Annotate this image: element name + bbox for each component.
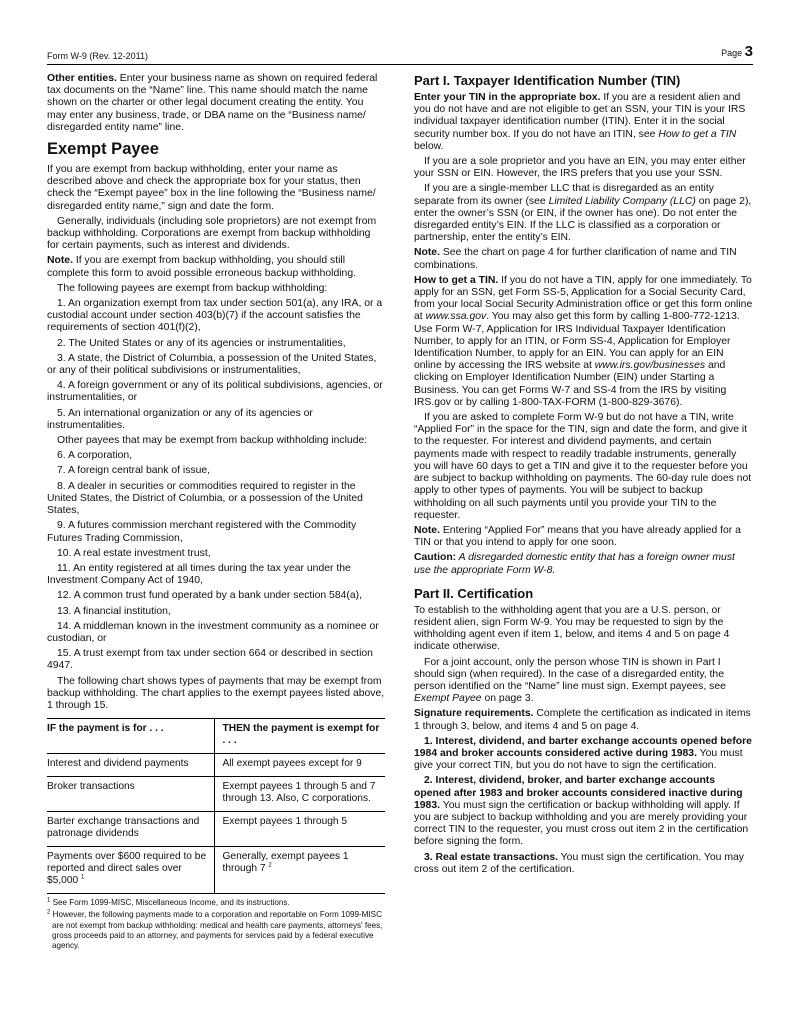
note-applied-paragraph: Note. Entering “Applied For” means that you have already applied for a TIN or that you intend to apply for one soon. [414, 524, 741, 549]
table-header-cell: IF the payment is for . . . [47, 719, 214, 754]
exempt-item: 11. An entity registered at all times during the tax year under the Investment Company Act of 1940, [47, 562, 351, 587]
left-column [47, 73, 385, 953]
table-cell: Exempt payees 1 through 5 [214, 812, 385, 847]
exempt-item: 8. A dealer in securities or commodities required to register in the United States, the District of Columbia, or a possession of the United States, [47, 480, 363, 517]
llc-paragraph: If you are a single-member LLC that is disregarded as an entity separate from its owner (see Limited Liability Company (LLC) on page 2), enter the owner’s SSN (or EIN, if the owner has one). Do not enter the disregarded entity’s EIN. If the LLC is classified as a corporation or partnership, enter the entity’s EIN. [414, 183, 752, 244]
table-cell: Exempt payees 1 through 5 and 7 through 13. Also, C corporations. [214, 777, 385, 812]
exempt-item: 10. A real estate investment trust, [57, 547, 211, 559]
right-column [414, 73, 753, 879]
exempt-item: 3. A state, the District of Columbia, a possession of the United States, or any of their political subdivisions or instrumentalities, [47, 352, 377, 377]
certification-paragraph-2: For a joint account, only the person whose TIN is shown in Part I should sign (when required). In the case of a disregarded entity, the person identified on the “Name” line must sign. Exempt payees, see Exempt Payee on page 3. [414, 656, 726, 705]
exempt-item: 2. The United States or any of its agencies or instrumentalities, [57, 337, 346, 349]
exempt-item: 13. A financial institution, [57, 605, 171, 617]
footnote: $^2$ However, the following payments made to a corporation and reportable on Form 1099-MISC are not exempt from backup withholding: medical and health care payments, attorneys' fees, gross proceeds paid to an attorney, and payments for services paid by a federal executive agency. [47, 909, 383, 950]
how-to-get-tin-paragraph: How to get a TIN. If you do not have a TIN, apply for one immediately. To apply for an SSN, get Form SS-5, Application for a Social Security Card, from your local Social Security Administration office or get this form online at www.ssa.gov. You may also get this form by calling 1-800-772-1213. Use Form W-7, Application for IRS Individual Taxpayer Identification Number, to apply for an ITIN, or Form SS-4, Application for Employer Identification Number, to apply for an EIN. You can apply for an EIN online by accessing the IRS website at www.irs.gov/businesses and clicking on Employer Identification Number (EIN) under Starting a Business. You can get Forms W-7 and SS-4 from the IRS by visiting IRS.gov or by calling 1-800-TAX-FORM (1-800-829-3676). [414, 274, 753, 408]
sole-proprietor-paragraph: If you are a sole proprietor and you have an EIN, you may enter either your SSN or EIN. However, the IRS prefers that you use your SSN. [414, 156, 746, 180]
table-cell: Payments over $600 required to be reported and direct sales over $5,000 $^1$ [47, 847, 214, 894]
exempt-item: 4. A foreign government or any of its political subdivisions, agencies, or instrumentalities, or [47, 380, 383, 404]
part1-heading: Part I. Taxpayer Identification Number (TIN) [414, 73, 681, 88]
chart-intro: The following chart shows types of payments that may be exempt from backup withholding. The chart applies to the exempt payees listed above, 1 through 15. [47, 675, 385, 711]
irs-url: www.irs.gov/businesses [594, 360, 706, 372]
exempt-item: 9. A futures commission merchant registered with the Commodity Futures Trading Commission, [47, 520, 357, 544]
footnote: $^1$ See Form 1099-MISC, Miscellaneous Income, and its instructions. [47, 897, 290, 908]
certification-item-1: 1. Interest, dividend, and barter exchange accounts opened before 1984 and broker accounts considered active during 1983. You must give your correct TIN, but you do not have to sign the certification. [414, 735, 752, 772]
exempt-item: 14. A middleman known in the investment community as a nominee or custodian, or [47, 620, 379, 644]
exempt-item: 5. An international organization or any of its agencies or instrumentalities. [47, 407, 313, 431]
exempt-payee-heading: Exempt Payee [47, 140, 159, 159]
other-payees-intro: Other payees that may be exempt from backup withholding include: [57, 435, 368, 447]
table-cell: Barter exchange transactions and patronage dividends [47, 812, 214, 847]
exempt-item: 6. A corporation, [57, 450, 133, 462]
ssa-url: www.ssa.gov [425, 311, 487, 323]
part2-heading: Part II. Certification [414, 585, 534, 601]
exempt-item: 7. A foreign central bank of issue, [57, 465, 211, 477]
footnotes [47, 898, 385, 951]
exempt-paragraph-1: If you are exempt from backup withholding, enter your name as described above and check the appropriate box for your status, then check the “Exempt payee” box in the line following the “Business name/ disregarded entity name,” sign and date the form. [47, 164, 376, 212]
page-number: 3 [744, 43, 753, 60]
exempt-item: 1. An organization exempt from tax under section 501(a), any IRA, or a custodial account under section 403(b)(7) if the account satisfies the requirements of section 401(f)(2), [47, 298, 383, 334]
certification-item-3: 3. Real estate transactions. You must sign the certification. You may cross out item 2 of the certification. [414, 851, 744, 875]
signature-requirements-paragraph: Signature requirements. Complete the certification as indicated in items 1 through 3, below, and items 4 and 5 on page 4. [414, 708, 751, 732]
table-row [47, 777, 385, 812]
enter-tin-paragraph: Enter your TIN in the appropriate box. If you are a resident alien and you do not have and are not eligible to get an SSN, your TIN is your IRS individual taxpayer identification number (ITIN). Enter it in the social security number box. If you do not have an ITIN, see How to get a TIN below. [414, 92, 746, 152]
table-header-cell: THEN the payment is exempt for . . . [214, 719, 385, 754]
other-entities-lead: Other entities. [47, 73, 117, 84]
table-row [47, 754, 385, 777]
footnote-ref: 2 [268, 862, 272, 869]
applied-for-paragraph: If you are asked to complete Form W-9 but do not have a TIN, write “Applied For” in the space for the TIN, sign and date the form, and give it to the requester. For interest and dividend payments, and certain payments made with respect to readily tradable instruments, generally you will have 60 days to get a TIN and give it to the requester before you are subject to backup withholding on payments. The 60-day rule does not apply to other types of payments. You will be subject to backup withholding on all such payments until you provide your TIN to the requester. [414, 412, 752, 521]
page-label: Page [721, 48, 743, 58]
certification-item-2: 2. Interest, dividend, broker, and barter exchange accounts opened after 1983 and broker accounts considered inactive during 1983. You must sign the certification or backup withholding will apply. If you are subject to backup withholding and you are merely providing your correct TIN to the requester, you must cross out item 2 in the certification before signing the form. [414, 775, 749, 848]
exempt-paragraph-2: Generally, individuals (including sole proprietors) are not exempt from backup withholding. Corporations are exempt from backup withholding for certain payments, such as interest and dividends. [47, 215, 377, 252]
exemption-table [47, 718, 385, 894]
exempt-item: 15. A trust exempt from tax under section 664 or described in section 4947. [47, 648, 373, 672]
page-indicator [721, 43, 753, 60]
caution-paragraph: Caution: A disregarded domestic entity that has a foreign owner must use the appropriate Form W-8. [414, 552, 735, 576]
table-cell: All exempt payees except for 9 [214, 754, 385, 777]
table-row [47, 847, 385, 894]
table-cell: Generally, exempt payees 1 through 7 $^2$ [214, 847, 385, 894]
certification-paragraph-1: To establish to the withholding agent that you are a U.S. person, or resident alien, sign Form W-9. You may be requested to sign by the withholding agent even if item 1, below, and items 4 and 5 on page 4 indicate otherwise. [414, 604, 730, 653]
exempt-note: Note. If you are exempt from backup withholding, you should still complete this form to avoid possible erroneous backup withholding. [47, 255, 357, 279]
table-row [47, 812, 385, 847]
other-entities-paragraph: Other entities. Enter your business name as shown on required federal tax documents on the “Name” line. This name should match the name shown on the charter or other legal document creating the entity. You may enter any business, trade, or DBA name on the “Business name/ disregarded entity name” line. [47, 73, 378, 133]
form-id: Form W-9 (Rev. 12-2011) [47, 51, 149, 61]
table-cell: Interest and dividend payments [47, 754, 214, 777]
exempt-list-intro: The following payees are exempt from backup withholding: [57, 282, 328, 294]
table-cell: Broker transactions [47, 777, 214, 812]
exempt-item: 12. A common trust fund operated by a bank under section 584(a), [57, 590, 362, 602]
table-header-row [47, 719, 385, 754]
footnote-ref: 1 [81, 874, 85, 881]
page-header [47, 44, 753, 65]
note-chart-paragraph: Note. See the chart on page 4 for further clarification of name and TIN combinations. [414, 247, 737, 271]
